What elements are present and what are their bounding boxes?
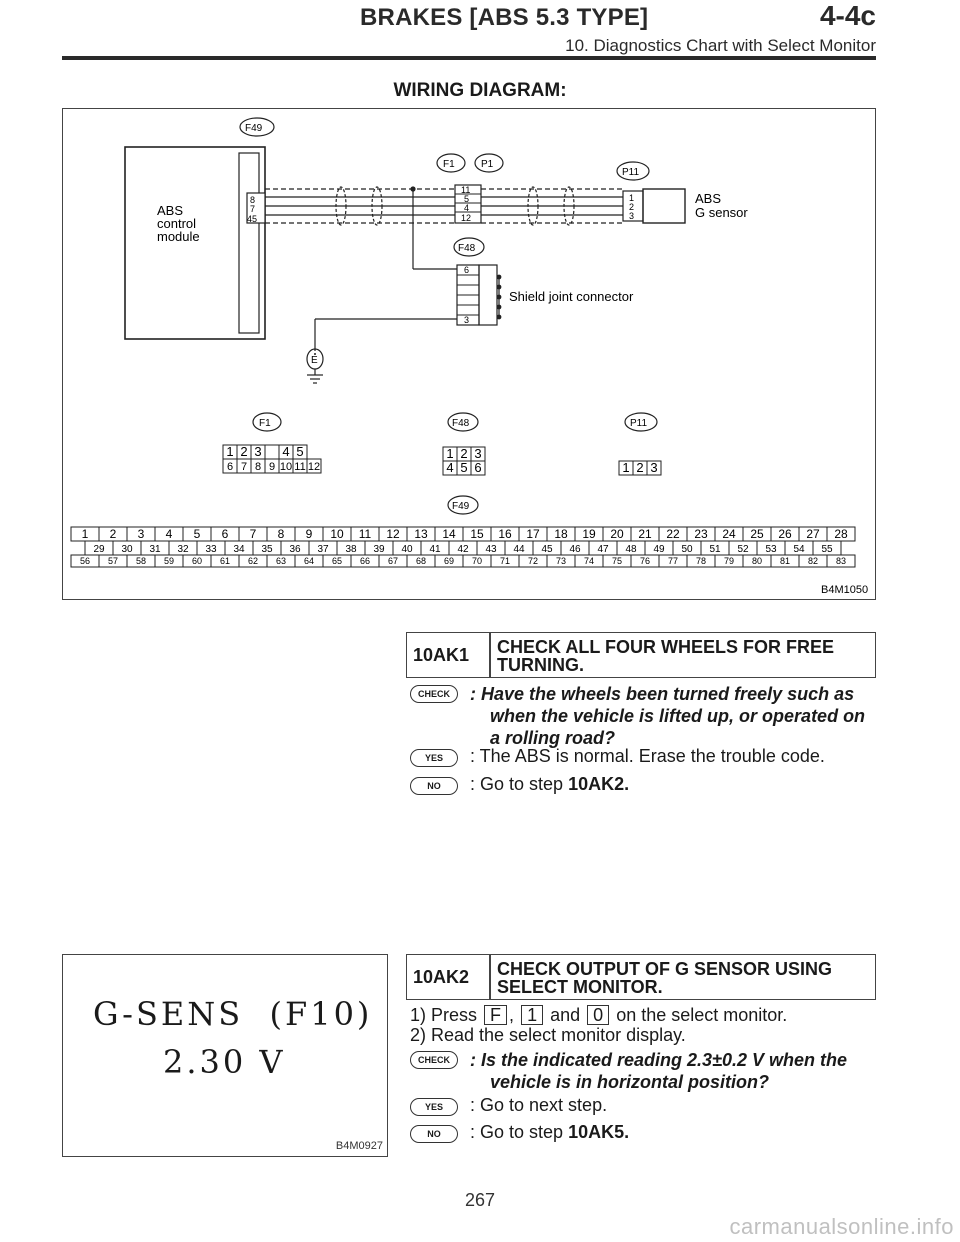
f49-pin-45: 45: [247, 214, 258, 224]
p11-pin-1: 1: [629, 193, 635, 203]
f48-face-bottom-pin-label: 6: [474, 460, 482, 475]
f1-face-bottom-pin-label: 9: [268, 461, 276, 473]
instruction-2: 2) Read the select monitor display.: [410, 1025, 686, 1045]
f49-face-row1-pin-label: 14: [442, 527, 456, 541]
f1-face-bottom-pin-label: 8: [254, 461, 262, 473]
no-answer: [470, 1121, 629, 1143]
f48-face-top-pin-label: 2: [460, 446, 468, 461]
g-sensor-box: [643, 189, 685, 223]
no-icon: NO: [410, 776, 458, 795]
f49-face-row2-pin-label: 52: [737, 544, 749, 555]
f49-face-row2-pin-label: 34: [233, 544, 245, 555]
f49-face-row3-pin-label: 76: [639, 556, 651, 566]
f49-face-row2-pin-label: 42: [457, 544, 469, 555]
f49-face-row1-pin-label: 11: [358, 527, 372, 541]
f1-face-label: F1: [259, 418, 271, 429]
f49-face-row1-pin-label: 5: [193, 527, 201, 541]
f1-pin-5: 5: [464, 194, 470, 204]
step-10ak2-header: [406, 954, 876, 1000]
f49-face-row3-pin-label: 65: [331, 556, 343, 566]
key-f: F: [484, 1005, 507, 1025]
f49-face-row3-pin-label: 67: [387, 556, 399, 566]
f1-face-bottom-pin-label: 10: [279, 461, 293, 473]
wiring-diagram: [62, 108, 876, 600]
f1-pin-12: 12: [461, 213, 472, 223]
monitor-display-line-1: G-SENS (F10): [93, 995, 373, 1033]
f48-connector-face: [443, 446, 485, 475]
f49-face-row2-pin-label: 35: [261, 544, 273, 555]
no-answer-step-link[interactable]: 10AK2.: [568, 774, 630, 794]
no-answer: [470, 773, 629, 795]
f49-face-row2-pin-label: 40: [401, 544, 413, 555]
f1-pin-11: 11: [461, 185, 471, 195]
f49-face-row2-pin-label: 51: [709, 544, 721, 555]
f49-face-row2-pin-label: 49: [653, 544, 665, 555]
p11-face-pin-label: 2: [636, 460, 644, 475]
f49-face-row1-pin-label: 19: [582, 527, 596, 541]
f49-face-row1-pin-label: 23: [694, 527, 708, 541]
f49-connector-face: [71, 527, 855, 567]
f49-face-row3-pin-label: 71: [499, 556, 511, 566]
f49-face-row2-pin-label: 50: [681, 544, 693, 555]
f49-face-row2-pin-label: 47: [597, 544, 609, 555]
monitor-figure-code: B4M0927: [335, 1140, 383, 1152]
wiring-diagram-heading: WIRING DIAGRAM:: [393, 80, 567, 101]
p11-face-pin-label: 3: [650, 460, 658, 475]
f48-face-bottom-pin-label: 5: [460, 460, 468, 475]
f1-face-bottom-pin-label: 7: [240, 461, 248, 473]
f49-face-row3-pin-label: 62: [247, 556, 259, 566]
f49-face-row2-pin-label: 31: [149, 544, 161, 555]
f49-face-row2-pin-label: 33: [205, 544, 217, 555]
f1-face-top-pin-label: 5: [296, 444, 304, 459]
f48-label: F48: [458, 243, 476, 254]
f1-face-top-pin-label: 3: [254, 444, 262, 459]
f49-face-row3-pin-label: 56: [79, 556, 91, 566]
f48-face-bottom-pin-label: 4: [446, 460, 454, 475]
yes-answer: : Go to next step.: [470, 1095, 608, 1115]
f49-face-row3-pin-label: 75: [611, 556, 623, 566]
f1-face-top-cell: [265, 445, 279, 459]
f1-connector-face: [223, 444, 321, 473]
section-code: 4-4c: [819, 0, 876, 31]
f49-label: F49: [245, 123, 263, 134]
check-question-line-2: when the vehicle is lifted up, or operated on: [490, 706, 866, 726]
sensor-label-1: ABS: [695, 191, 722, 206]
f49-face-row1-pin-label: 2: [109, 527, 117, 541]
instruction-1: 1) Press F , 1 and 0 on the select monitor.: [410, 1005, 788, 1025]
module-label-2: control: [157, 216, 197, 231]
f1-face-top-pin-label: 2: [240, 444, 248, 459]
f49-face-row1-pin-label: 22: [666, 527, 680, 541]
f49-face-row3-pin-label: 68: [415, 556, 427, 566]
p11-pin-3: 3: [629, 211, 635, 221]
f49-face-row3-pin-label: 64: [303, 556, 315, 566]
p1-label: P1: [481, 159, 494, 170]
f49-face-row2-pin-label: 38: [345, 544, 357, 555]
f49-face-row2-pin-label: 44: [513, 544, 525, 555]
f49-face-row3-pin-label: 73: [555, 556, 567, 566]
f49-face-row2-pin-label: 46: [569, 544, 581, 555]
step-number: 10AK2: [413, 967, 470, 987]
monitor-display-line-2: 2.30 V: [163, 1043, 286, 1081]
step-divider: [489, 633, 491, 677]
ground-icon: [307, 369, 323, 383]
f49-face-row3-pin-label: 82: [807, 556, 819, 566]
f49-face-row1-pin-label: 4: [165, 527, 173, 541]
f49-face-row2-pin-label: 29: [93, 544, 105, 555]
check-question-line-3: a rolling road?: [490, 728, 616, 748]
f49-face-row3-pin-label: 72: [527, 556, 539, 566]
no-answer-text: : Go to step: [470, 774, 564, 794]
no-answer-step-link[interactable]: 10AK5.: [568, 1122, 630, 1142]
f49-face-row3-pin-label: 78: [695, 556, 707, 566]
yes-icon: YES: [410, 748, 458, 767]
section-title: BRAKES [ABS 5.3 TYPE]: [360, 4, 649, 31]
check-question-line-2: vehicle is in horizontal position?: [490, 1072, 770, 1092]
shield-joint-label: Shield joint connector: [509, 289, 634, 304]
check-icon: CHECK: [410, 1050, 458, 1069]
f48-pin-3: 3: [464, 315, 470, 325]
f49-face-row3-pin-label: 59: [163, 556, 175, 566]
f49-face-row3-pin-label: 83: [835, 556, 847, 566]
f49-face-row3-pin-label: 58: [135, 556, 147, 566]
module-label-3: module: [157, 229, 200, 244]
step-title-line-2: SELECT MONITOR.: [497, 977, 663, 997]
f49-face-row1-pin-label: 16: [498, 527, 512, 541]
step-10ak1-header: [406, 632, 876, 678]
f49-face-row1-pin-label: 28: [834, 527, 848, 541]
page-number: 267: [464, 1190, 496, 1210]
f49-face-row1-pin-label: 15: [470, 527, 484, 541]
f49-face-row2-pin-label: 48: [625, 544, 637, 555]
f49-face-row1-pin-label: 7: [249, 527, 257, 541]
f49-face-label: F49: [452, 501, 470, 512]
watermark: carmanualsonline.info: [729, 1214, 954, 1239]
f1-pin-4: 4: [464, 203, 470, 213]
step-title-line-1: CHECK ALL FOUR WHEELS FOR FREE: [497, 637, 834, 657]
f49-face-row2-pin-label: 45: [541, 544, 553, 555]
key-1: 1: [521, 1005, 543, 1025]
f1-face-bottom-pin-label: 11: [294, 461, 306, 473]
f49-face-row3-pin-label: 66: [359, 556, 371, 566]
p11-label: P11: [622, 167, 640, 178]
f1-face-bottom-pin-label: 12: [307, 461, 321, 473]
f49-face-row3-pin-label: 63: [275, 556, 287, 566]
f49-face-row3-pin-label: 74: [583, 556, 595, 566]
f49-face-row1-pin-label: 9: [305, 527, 313, 541]
f49-face-row1-pin-label: 25: [750, 527, 764, 541]
yes-answer: : The ABS is normal. Erase the trouble code.: [470, 746, 825, 766]
f49-face-row3-pin-label: 60: [191, 556, 203, 566]
step-title-line-2: TURNING.: [497, 655, 584, 675]
check-question-line-1: : Have the wheels been turned freely such as: [470, 684, 855, 704]
f48-pin-6: 6: [464, 265, 470, 275]
f49-face-row1-pin-label: 12: [386, 527, 400, 541]
f49-face-row2-pin-label: 41: [429, 544, 441, 555]
no-icon: NO: [410, 1124, 458, 1143]
f49-face-row1-pin-label: 1: [81, 527, 89, 541]
wiring-diagram-svg: [63, 109, 877, 601]
header-rule: [62, 56, 876, 60]
f49-face-row1-pin-label: 8: [277, 527, 285, 541]
f49-face-row3-pin-label: 80: [751, 556, 763, 566]
f49-face-row1-pin-label: 21: [638, 527, 652, 541]
ground-label: E: [311, 355, 318, 366]
f49-face-row3-pin-label: 70: [471, 556, 483, 566]
f49-face-row2-pin-label: 32: [177, 544, 189, 555]
f49-face-row1-pin-label: 20: [610, 527, 624, 541]
f49-face-row3-pin-label: 57: [107, 556, 119, 566]
p11-face-label: P11: [630, 418, 648, 429]
f49-face-row2-pin-label: 53: [765, 544, 777, 555]
key-0: 0: [587, 1005, 609, 1025]
f49-face-row3-pin-label: 69: [443, 556, 455, 566]
f49-face-row3-pin-label: 61: [219, 556, 231, 566]
f1-face-top-pin-label: 4: [282, 444, 290, 459]
f49-face-row1-pin-label: 6: [221, 527, 229, 541]
f49-face-row2-pin-label: 36: [289, 544, 301, 555]
shield-joint-body: [479, 265, 497, 325]
step-number: 10AK1: [413, 645, 470, 665]
diagram-figure-code: B4M1050: [821, 584, 869, 596]
f49-face-row3-pin-label: 79: [723, 556, 735, 566]
sensor-label-2: G sensor: [695, 205, 748, 220]
f49-face-row3-pin-label: 77: [667, 556, 679, 566]
f49-face-row2-pin-label: 54: [793, 544, 805, 555]
f1-face-top-pin-label: 1: [226, 444, 234, 459]
f49-face-row1-pin-label: 27: [806, 527, 820, 541]
f49-pin-8: 8: [250, 195, 256, 205]
f49-face-row1-pin-label: 10: [330, 527, 344, 541]
harness-lines: [265, 187, 643, 351]
f49-face-row2-pin-label: 55: [821, 544, 833, 555]
p11-connector-face: [619, 460, 661, 475]
f48-face-label: F48: [452, 418, 470, 429]
f49-face-row2-pin-label: 39: [373, 544, 385, 555]
f48-face-top-pin-label: 3: [474, 446, 482, 461]
f49-face-row1-pin-label: 17: [526, 527, 540, 541]
step-divider: [489, 955, 491, 999]
f49-face-row3-pin-label: 81: [779, 556, 791, 566]
check-icon: CHECK: [410, 684, 458, 703]
f49-face-row2-pin-label: 43: [485, 544, 497, 555]
select-monitor-display-figure: [62, 954, 388, 1157]
f49-face-row2-pin-label: 37: [317, 544, 329, 555]
f49-pin-7: 7: [250, 204, 256, 214]
f1-face-bottom-pin-label: 6: [226, 461, 234, 473]
check-question-line-1: : Is the indicated reading 2.3±0.2 V when the: [470, 1050, 847, 1070]
f49-face-row2-pin-label: 30: [121, 544, 133, 555]
step-title-line-1: CHECK OUTPUT OF G SENSOR USING: [497, 959, 833, 979]
p11-pin-2: 2: [629, 202, 635, 212]
f49-face-row1-pin-label: 18: [554, 527, 568, 541]
p11-face-pin-label: 1: [622, 460, 630, 475]
yes-icon: YES: [410, 1097, 458, 1116]
section-subtitle: 10. Diagnostics Chart with Select Monitor: [565, 36, 876, 55]
no-answer-text: : Go to step: [470, 1122, 564, 1142]
f49-face-row1-pin-label: 24: [722, 527, 736, 541]
f1-label: F1: [443, 159, 455, 170]
f49-face-row1-pin-label: 13: [414, 527, 428, 541]
splice-dot: [410, 186, 415, 191]
f48-face-top-pin-label: 1: [446, 446, 454, 461]
f49-face-row1-pin-label: 3: [137, 527, 145, 541]
f49-face-row1-pin-label: 26: [778, 527, 792, 541]
module-label-1: ABS: [157, 203, 184, 218]
f49-connector-strip: [239, 153, 259, 333]
